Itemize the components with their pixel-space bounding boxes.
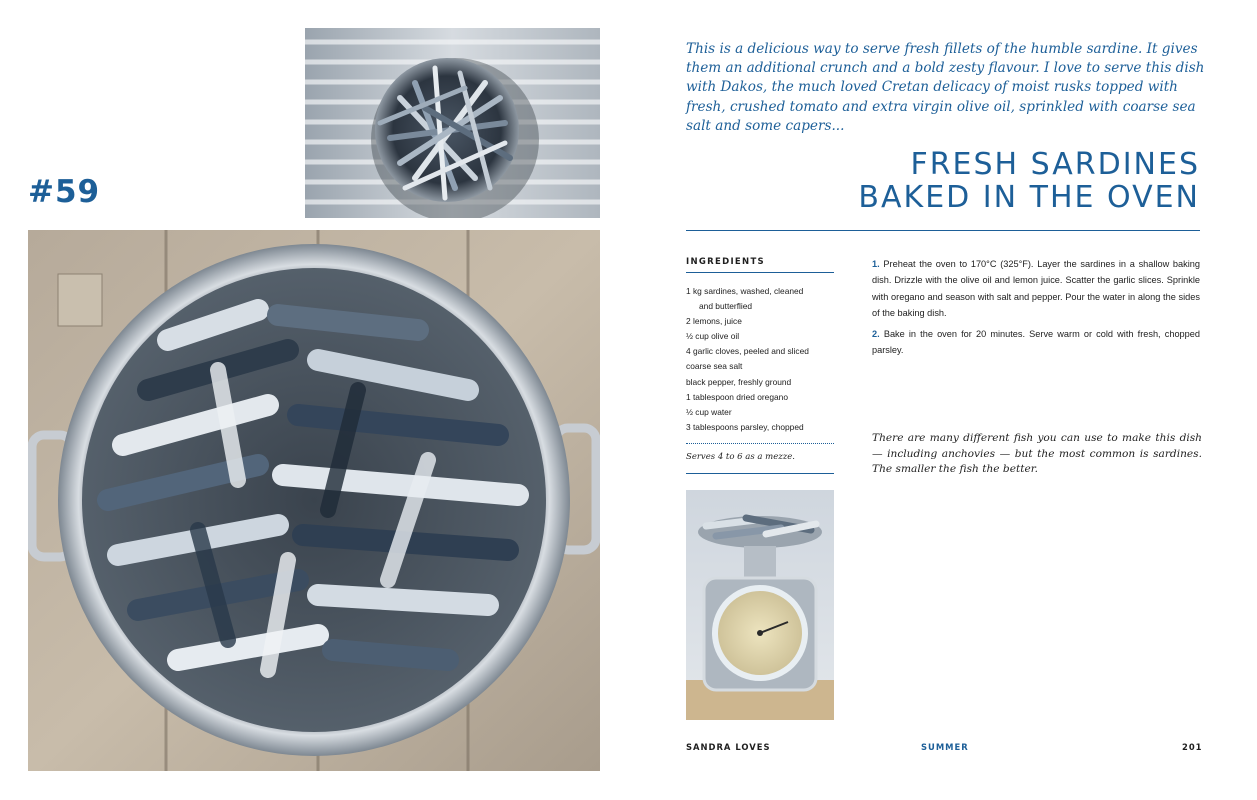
serves-divider: [686, 473, 834, 474]
ingredients-dotted-divider: [686, 443, 834, 444]
footer-book-title: SANDRA LOVES: [686, 742, 771, 752]
ingredient-item: 1 kg sardines, washed, cleaned: [686, 286, 804, 296]
sardines-bowl-photo: [305, 28, 600, 218]
tip-note: There are many different fish you can use to make this dish — including anchovies — but the most common is sardines. The smaller the fish the better.: [872, 432, 1202, 476]
title-divider: [686, 230, 1200, 231]
sardines-pan-photo: [28, 230, 600, 771]
ingredient-item: ½ cup olive oil: [686, 331, 740, 342]
recipe-title-line-2: BAKED IN THE OVEN: [858, 180, 1200, 215]
ingredient-item: 2 lemons, juice: [686, 316, 742, 327]
method-step: [872, 326, 1200, 359]
ingredient-item: black pepper, freshly ground: [686, 376, 792, 387]
ingredients-list: [686, 284, 836, 435]
ingredients-heading-divider: [686, 272, 834, 273]
ingredient-item: 4 garlic cloves, peeled and sliced: [686, 346, 809, 357]
ingredient-item: 1 tablespoon dried oregano: [686, 391, 788, 402]
method-step-text: Preheat the oven to 170°C (325°F). Layer the sardines in a shallow baking dish. Drizzle with the olive oil and lemon juice. Scatter the garlic slices. Sprinkle with oregano and season with salt and pepper. Pour the water in along the sides of the baking dish.: [872, 259, 1201, 319]
method-steps: [872, 256, 1200, 362]
page-number: 201: [1182, 742, 1203, 752]
method-step-number: 1.: [872, 259, 880, 269]
ingredient-item: 3 tablespoons parsley, chopped: [686, 421, 804, 432]
method-step-text: Bake in the oven for 20 minutes. Serve warm or cold with fresh, chopped parsley.: [872, 328, 1200, 356]
ingredient-item: coarse sea salt: [686, 361, 743, 372]
recipe-number: #59: [28, 174, 101, 210]
ingredients-heading: INGREDIENTS: [686, 257, 765, 267]
footer-section: SUMMER: [921, 742, 969, 752]
serves-note: Serves 4 to 6 as a mezze.: [686, 452, 795, 462]
recipe-title: [858, 148, 1200, 214]
ingredient-item: ½ cup water: [686, 406, 732, 417]
intro-paragraph: This is a delicious way to serve fresh fillets of the humble sardine. It gives them an additional crunch and a bold zesty flavour. I love to serve this dish with Dakos, the much loved Cretan delicacy of moist rusks topped with fresh, crushed tomato and extra virgin olive oil, sprinkled with coarse sea salt and some capers...: [686, 41, 1205, 134]
method-step: [872, 256, 1200, 322]
ingredient-item: and butterflied: [699, 301, 753, 312]
method-step-number: 2.: [872, 328, 880, 339]
recipe-title-line-1: FRESH SARDINES: [910, 147, 1200, 182]
fish-scale-photo: [686, 490, 834, 720]
